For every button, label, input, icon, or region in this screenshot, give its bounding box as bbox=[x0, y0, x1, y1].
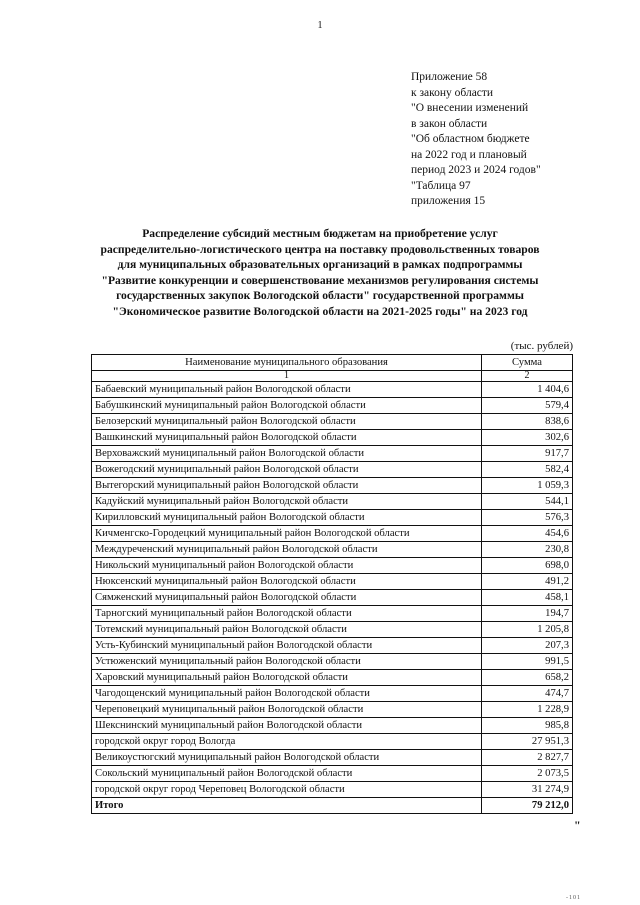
municipality-name: Устюженский муниципальный район Вологодской области bbox=[92, 654, 482, 670]
table-row bbox=[92, 750, 573, 766]
title-line: "Экономическое развитие Вологодской области на 2021-2025 годы" на 2023 год bbox=[112, 304, 528, 318]
title-line: для муниципальных образовательных организаций в рамках подпрограммы bbox=[117, 258, 523, 271]
municipality-name: Нюксенский муниципальный район Вологодской области bbox=[92, 574, 482, 590]
table-row bbox=[92, 414, 573, 430]
table-row bbox=[92, 606, 573, 622]
table-row bbox=[92, 478, 573, 494]
appendix-line: на 2022 год и плановый bbox=[411, 148, 527, 161]
table-row bbox=[92, 734, 573, 750]
municipality-name: Харовский муниципальный район Вологодской области bbox=[92, 670, 482, 686]
appendix-line: "Таблица 97 bbox=[411, 179, 471, 192]
table-row bbox=[92, 686, 573, 702]
table-row bbox=[92, 398, 573, 414]
table-row bbox=[92, 670, 573, 686]
municipality-name: городской округ город Череповец Вологодской области bbox=[92, 782, 482, 798]
closing-quote: " bbox=[574, 818, 581, 832]
municipality-name: Чагодощенский муниципальный район Вологодской области bbox=[92, 686, 482, 702]
municipality-name: Белозерский муниципальный район Вологодской области bbox=[92, 414, 482, 430]
table-row bbox=[92, 702, 573, 718]
subsidy-amount: 658,2 bbox=[482, 670, 573, 686]
table-row bbox=[92, 382, 573, 398]
footer-mark: -101 bbox=[566, 895, 581, 901]
table-row bbox=[92, 558, 573, 574]
table-row bbox=[92, 430, 573, 446]
subsidy-amount: 582,4 bbox=[482, 462, 573, 478]
subsidy-amount: 698,0 bbox=[482, 558, 573, 574]
municipality-name: Кирилловский муниципальный район Вологодской области bbox=[92, 510, 482, 526]
appendix-line: к закону области bbox=[411, 86, 494, 99]
subsidy-amount: 2 827,7 bbox=[482, 750, 573, 766]
municipality-name: городской округ город Вологда bbox=[92, 734, 482, 750]
title-line: распределительно-логистического центра на поставку продовольственных товаров bbox=[100, 242, 540, 256]
subsidy-amount: 991,5 bbox=[482, 654, 573, 670]
table-header-row bbox=[92, 355, 573, 371]
subsidy-amount: 579,4 bbox=[482, 398, 573, 414]
table-row bbox=[92, 462, 573, 478]
municipality-name: Сокольский муниципальный район Вологодской области bbox=[92, 766, 482, 782]
title-line: Распределение субсидий местным бюджетам на приобретение услуг bbox=[142, 227, 498, 240]
appendix-line: в закон области bbox=[411, 117, 488, 130]
subsidy-amount: 491,2 bbox=[482, 574, 573, 590]
municipality-name: Тарногский муниципальный район Вологодской области bbox=[92, 606, 482, 622]
municipality-name: Вожегодский муниципальный район Вологодской области bbox=[92, 462, 482, 478]
subsidy-amount: 544,1 bbox=[482, 494, 573, 510]
table-row bbox=[92, 526, 573, 542]
page-number: 1 bbox=[317, 20, 323, 31]
municipality-name: Никольский муниципальный район Вологодской области bbox=[92, 558, 482, 574]
title-line: "Развитие конкуренции и совершенствование механизмов регулирования системы bbox=[101, 273, 539, 287]
table-row bbox=[92, 510, 573, 526]
subsidy-amount: 31 274,9 bbox=[482, 782, 573, 798]
subsidy-amount: 27 951,3 bbox=[482, 734, 573, 750]
subsidy-amount: 302,6 bbox=[482, 430, 573, 446]
municipality-name: Кадуйский муниципальный район Вологодской области bbox=[92, 494, 482, 510]
subsidy-amount: 1 059,3 bbox=[482, 478, 573, 494]
subsidy-amount: 1 228,9 bbox=[482, 702, 573, 718]
municipality-name: Сямженский муниципальный район Вологодской области bbox=[92, 590, 482, 606]
subsidy-amount: 1 205,8 bbox=[482, 622, 573, 638]
table-row bbox=[92, 622, 573, 638]
column-header-amount: Сумма bbox=[482, 355, 573, 371]
municipality-name: Великоустюгский муниципальный район Вологодской области bbox=[92, 750, 482, 766]
column-number: 2 bbox=[482, 371, 573, 382]
appendix-line: "О внесении изменений bbox=[411, 102, 529, 114]
subsidy-amount: 230,8 bbox=[482, 542, 573, 558]
table-row bbox=[92, 542, 573, 558]
municipality-name: Кичменгско-Городецкий муниципальный район Вологодской области bbox=[92, 526, 482, 542]
municipality-name: Междуреченский муниципальный район Вологодской области bbox=[92, 542, 482, 558]
table-row bbox=[92, 638, 573, 654]
table-row bbox=[92, 574, 573, 590]
unit-note: (тыс. рублей) bbox=[510, 340, 573, 352]
table-row bbox=[92, 446, 573, 462]
subsidy-amount: 458,1 bbox=[482, 590, 573, 606]
table-row bbox=[92, 766, 573, 782]
subsidy-amount: 1 404,6 bbox=[482, 382, 573, 398]
subsidy-amount: 985,8 bbox=[482, 718, 573, 734]
subsidy-amount: 2 073,5 bbox=[482, 766, 573, 782]
municipality-name: Усть-Кубинский муниципальный район Вологодской области bbox=[92, 638, 482, 654]
document-title bbox=[60, 226, 580, 319]
subsidy-amount: 474,7 bbox=[482, 686, 573, 702]
table-row bbox=[92, 494, 573, 510]
municipality-name: Вашкинский муниципальный район Вологодской области bbox=[92, 430, 482, 446]
column-header-name: Наименование муниципального образования bbox=[92, 355, 482, 371]
appendix-reference bbox=[411, 70, 611, 210]
municipality-name: Тотемский муниципальный район Вологодской области bbox=[92, 622, 482, 638]
table-body bbox=[92, 382, 573, 798]
municipality-name: Шекснинский муниципальный район Вологодской области bbox=[92, 718, 482, 734]
municipality-name: Бабаевский муниципальный район Вологодской области bbox=[92, 382, 482, 398]
total-row bbox=[92, 798, 573, 814]
title-line: государственных закупок Вологодской области" государственной программы bbox=[116, 289, 524, 302]
municipality-name: Бабушкинский муниципальный район Вологодской области bbox=[92, 398, 482, 414]
subsidy-amount: 838,6 bbox=[482, 414, 573, 430]
municipality-name: Череповецкий муниципальный район Вологодской области bbox=[92, 702, 482, 718]
column-number-row bbox=[92, 371, 573, 382]
table-row bbox=[92, 654, 573, 670]
appendix-line: Приложение 58 bbox=[411, 71, 488, 83]
appendix-line: приложения 15 bbox=[411, 195, 486, 207]
column-number: 1 bbox=[92, 371, 482, 382]
subsidy-amount: 194,7 bbox=[482, 606, 573, 622]
table-row bbox=[92, 590, 573, 606]
table-row bbox=[92, 782, 573, 798]
total-label: Итого bbox=[92, 798, 482, 814]
total-amount: 79 212,0 bbox=[482, 798, 573, 814]
subsidy-amount: 917,7 bbox=[482, 446, 573, 462]
subsidy-amount: 576,3 bbox=[482, 510, 573, 526]
appendix-line: "Об областном бюджете bbox=[411, 133, 530, 145]
subsidy-amount: 207,3 bbox=[482, 638, 573, 654]
subsidy-amount: 454,6 bbox=[482, 526, 573, 542]
municipality-name: Вытегорский муниципальный район Вологодской области bbox=[92, 478, 482, 494]
appendix-line: период 2023 и 2024 годов" bbox=[411, 164, 541, 176]
municipality-name: Верховажский муниципальный район Вологодской области bbox=[92, 446, 482, 462]
subsidy-table bbox=[91, 354, 573, 814]
table-row bbox=[92, 718, 573, 734]
